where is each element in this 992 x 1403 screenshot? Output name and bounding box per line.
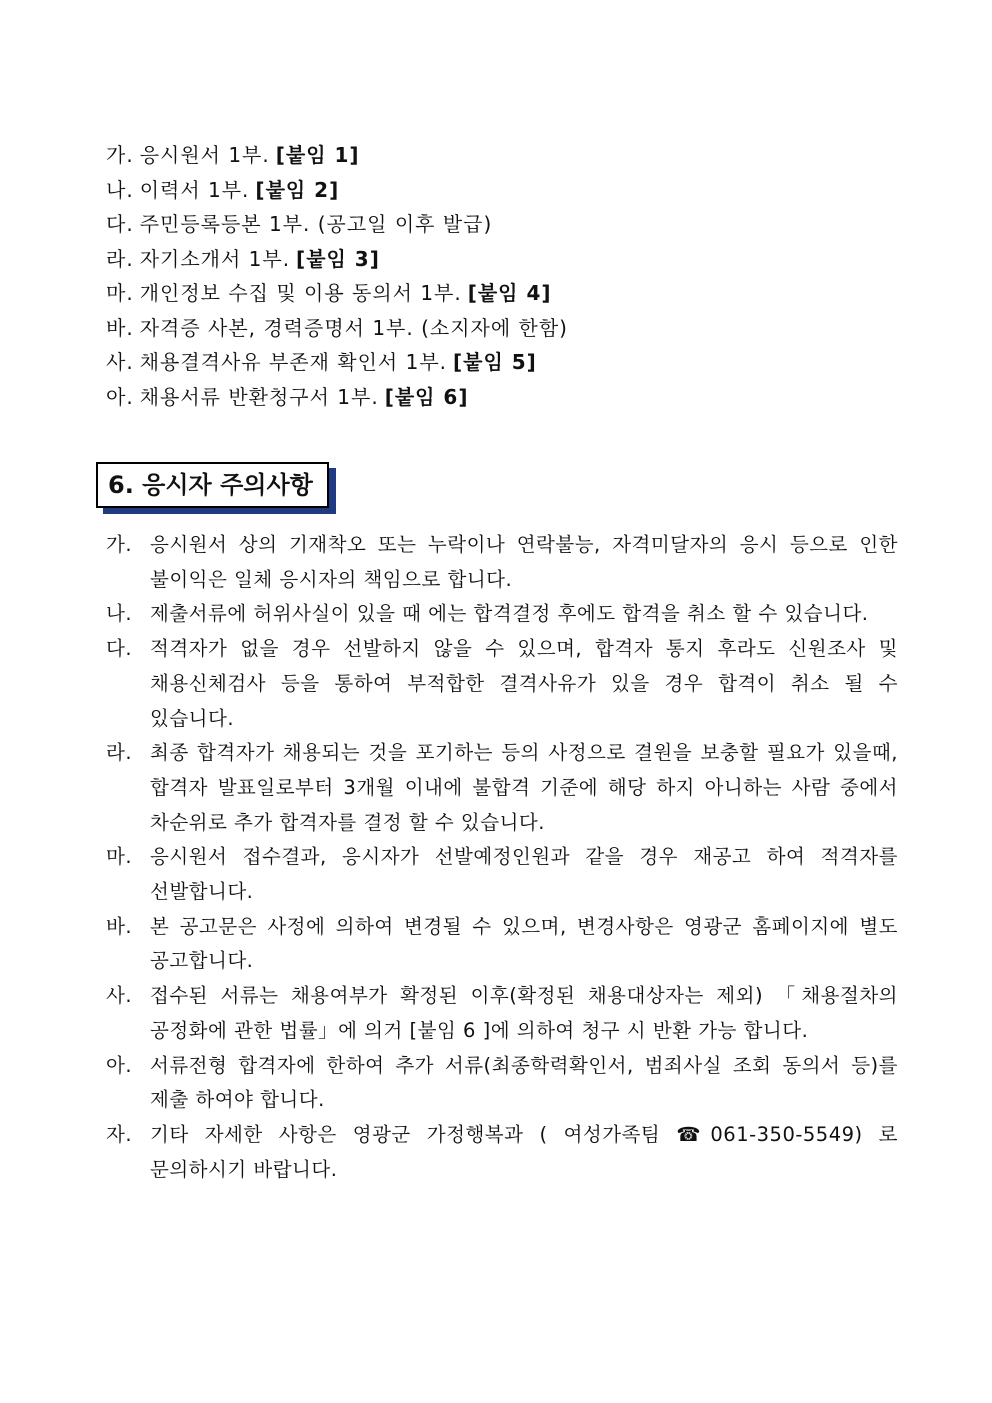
document-item bbox=[106, 276, 906, 311]
document-item bbox=[106, 311, 906, 346]
item-marker: 마. bbox=[106, 845, 133, 869]
section-heading: 6. 응시자 주의사항 bbox=[96, 462, 329, 508]
item-marker: 라. bbox=[106, 246, 134, 271]
document-text: 자격증 사본, 경력증명서 1부. (소지자에 한함) bbox=[139, 315, 568, 340]
document-text: 채용결격사유 부존재 확인서 1부. bbox=[139, 350, 448, 374]
notice-item bbox=[106, 1118, 898, 1187]
item-marker: 가. bbox=[106, 143, 134, 167]
document-text: 주민등록등본 1부. (공고일 이후 발급) bbox=[139, 212, 493, 236]
document-text: 개인정보 수집 및 이용 동의서 1부. bbox=[139, 281, 462, 305]
document-item bbox=[106, 242, 906, 277]
notice-text: 접수된 서류는 채용여부가 확정된 이후(확정된 채용대상자는 제외) 「채용절차의 공정화에 관한 법률」에 의거 [붙임 6 ]에 의하여 청구 시 반환 가능 합니다. bbox=[150, 984, 898, 1042]
item-marker: 사. bbox=[106, 984, 133, 1008]
item-marker: 다. bbox=[106, 637, 133, 661]
item-marker: 라. bbox=[106, 741, 133, 765]
attachment-label: [붙임 4] bbox=[467, 281, 552, 305]
item-marker: 나. bbox=[106, 602, 133, 626]
notice-item bbox=[106, 979, 898, 1048]
document-item bbox=[106, 380, 906, 415]
notice-text: 응시원서 접수결과, 응시자가 선발예정인원과 같을 경우 재공고 하여 적격자를 선발합니다. bbox=[150, 845, 898, 904]
notice-text: 최종 합격자가 채용되는 것을 포기하는 등의 사정으로 결원을 보충할 필요가 있을때, 합격자 발표일로부터 3개월 이내에 불합격 기준에 해당 하지 아니하는 사람 중에서 차순위로 추가 합격자를 결정 할 수 있습니다. bbox=[150, 741, 898, 834]
document-text: 이력서 1부. bbox=[139, 177, 250, 202]
attachment-label: [붙임 1] bbox=[275, 143, 360, 167]
item-marker: 나. bbox=[106, 177, 134, 202]
item-marker: 아. bbox=[106, 384, 134, 409]
document-item bbox=[106, 345, 906, 380]
item-marker: 자. bbox=[106, 1122, 133, 1146]
notice-item bbox=[106, 528, 898, 597]
document-text: 자기소개서 1부. bbox=[139, 246, 291, 271]
notice-item bbox=[106, 1049, 898, 1118]
attachment-label: [붙임 5] bbox=[453, 350, 537, 374]
notice-item bbox=[106, 597, 898, 632]
item-marker: 사. bbox=[106, 350, 134, 374]
item-marker: 다. bbox=[106, 212, 134, 236]
attachment-label: [붙임 6] bbox=[384, 384, 469, 409]
notice-text: 제출서류에 허위사실이 있을 때 에는 합격결정 후에도 합격을 취소 할 수 있습니다. bbox=[150, 602, 869, 626]
notice-text: 본 공고문은 사정에 의하여 변경될 수 있으며, 변경사항은 영광군 홈페이지에 별도 공고합니다. bbox=[150, 914, 898, 973]
item-marker: 가. bbox=[106, 533, 133, 556]
notice-item bbox=[106, 840, 898, 909]
document-item bbox=[106, 207, 906, 242]
attachment-label: [붙임 2] bbox=[255, 177, 340, 202]
applicant-notice-list bbox=[106, 528, 898, 1187]
attachment-label: [붙임 3] bbox=[296, 246, 380, 271]
document-item bbox=[106, 138, 906, 173]
document-text: 응시원서 1부. bbox=[139, 143, 270, 167]
document-item bbox=[106, 173, 906, 208]
item-marker: 바. bbox=[106, 315, 134, 340]
notice-item bbox=[106, 736, 898, 840]
notice-text: 기타 자세한 사항은 영광군 가정행복과 ( 여성가족팀 ☎061-350-5549) 로 문의하시기 바랍니다. bbox=[150, 1122, 898, 1181]
notice-text: 응시원서 상의 기재착오 또는 누락이나 연락불능, 자격미달자의 응시 등으로 인한 불이익은 일체 응시자의 책임으로 합니다. bbox=[150, 533, 898, 591]
item-marker: 바. bbox=[106, 914, 133, 938]
submission-document-list bbox=[106, 138, 906, 414]
item-marker: 아. bbox=[106, 1053, 133, 1077]
document-text: 채용서류 반환청구서 1부. bbox=[139, 384, 379, 409]
notice-item bbox=[106, 632, 898, 736]
notice-text: 적격자가 없을 경우 선발하지 않을 수 있으며, 합격자 통지 후라도 신원조사 및 채용신체검사 등을 통하여 부적합한 결격사유가 있을 경우 합격이 취소 될 수 있습니다. bbox=[150, 637, 898, 730]
item-marker: 마. bbox=[106, 281, 134, 305]
notice-item bbox=[106, 910, 898, 979]
notice-text: 서류전형 합격자에 한하여 추가 서류(최종학력확인서, 범죄사실 조회 동의서 등)를 제출 하여야 합니다. bbox=[150, 1053, 898, 1112]
